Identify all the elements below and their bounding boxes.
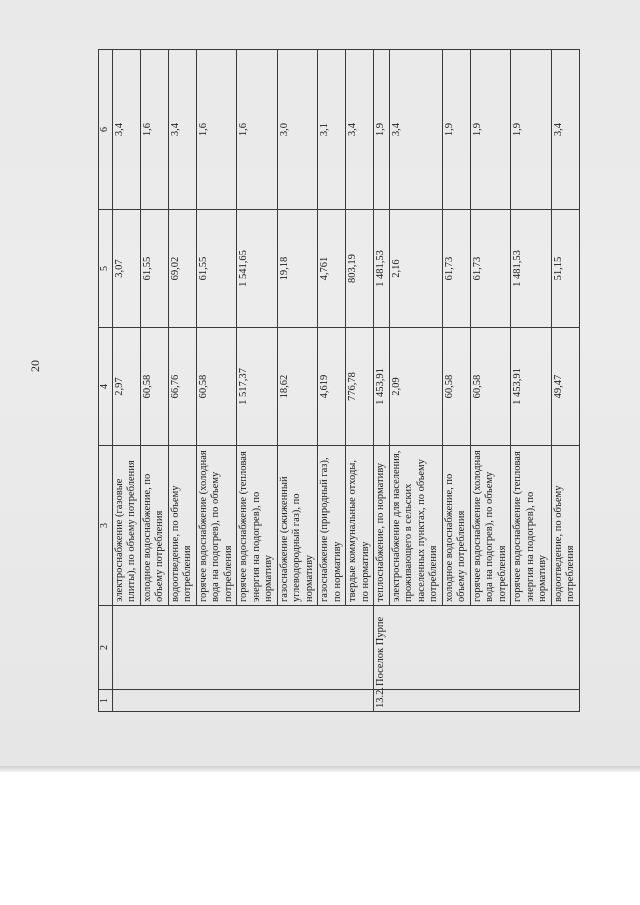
value-cell-v4: 60,58 [196, 328, 237, 446]
row-number-cell: 13.2. [374, 690, 580, 712]
value-cell-v5: 61,73 [442, 210, 470, 328]
service-cell: холодное водоснабжение, по объему потребления [140, 446, 168, 606]
value-cell-v4: 18,62 [277, 328, 318, 446]
header-col-5: 5 [99, 210, 113, 328]
value-cell-v5: 61,73 [470, 210, 511, 328]
settlement-cell: Поселок Пурпе [374, 606, 580, 690]
scan-edge [0, 766, 640, 772]
value-cell-v4: 66,76 [168, 328, 196, 446]
value-cell-v6: 1,6 [140, 50, 168, 210]
value-cell-v4: 1 453,91 [374, 328, 390, 446]
value-cell-v5: 2,16 [389, 210, 442, 328]
value-cell-v6: 1,9 [511, 50, 552, 210]
header-col-4: 4 [99, 328, 113, 446]
service-cell: горячее водоснабжение (тепловая энергия на подогрев), по нормативу [511, 446, 552, 606]
value-cell-v5: 803,19 [346, 210, 374, 328]
service-cell: твердые коммунальные отходы, по нормативу [346, 446, 374, 606]
header-col-6: 6 [99, 50, 113, 210]
service-cell: горячее водоснабжение (холодная вода на подогрев), по объему потребления [470, 446, 511, 606]
value-cell-v4: 60,58 [442, 328, 470, 446]
header-col-3: 3 [99, 446, 113, 606]
value-cell-v6: 1,6 [196, 50, 237, 210]
service-cell: горячее водоснабжение (холодная вода на подогрев), по объему потребления [196, 446, 237, 606]
value-cell-v6: 3,0 [277, 50, 318, 210]
value-cell-v4: 1 517,37 [237, 328, 278, 446]
service-cell: теплоснабжение, по нормативу [374, 446, 390, 606]
value-cell-v6: 1,9 [442, 50, 470, 210]
value-cell-v5: 1 481,53 [511, 210, 552, 328]
service-cell: холодное водоснабжение, по объему потребления [442, 446, 470, 606]
value-cell-v4: 776,78 [346, 328, 374, 446]
value-cell-v5: 19,18 [277, 210, 318, 328]
value-cell-v4: 60,58 [470, 328, 511, 446]
table-row [112, 50, 140, 712]
settlement-cell [112, 606, 374, 690]
value-cell-v6: 1,6 [237, 50, 278, 210]
value-cell-v5: 3,07 [112, 210, 140, 328]
header-col-2: 2 [99, 606, 113, 690]
value-cell-v4: 1 453,91 [511, 328, 552, 446]
value-cell-v6: 3,4 [389, 50, 442, 210]
value-cell-v4: 60,58 [140, 328, 168, 446]
value-cell-v4: 4,619 [318, 328, 346, 446]
table-body [112, 50, 579, 712]
page-number: 20 [28, 360, 42, 372]
value-cell-v6: 1,9 [374, 50, 390, 210]
value-cell-v5: 61,55 [140, 210, 168, 328]
value-cell-v4: 49,47 [551, 328, 579, 446]
table-header-row [99, 50, 113, 712]
header-col-1: 1 [99, 690, 113, 712]
value-cell-v5: 61,55 [196, 210, 237, 328]
value-cell-v5: 1 541,65 [237, 210, 278, 328]
value-cell-v4: 2,09 [389, 328, 442, 446]
value-cell-v5: 51,15 [551, 210, 579, 328]
service-cell: водоотведение, по объему потребления [168, 446, 196, 606]
value-cell-v5: 4,761 [318, 210, 346, 328]
value-cell-v6: 3,1 [318, 50, 346, 210]
value-cell-v6: 3,4 [112, 50, 140, 210]
service-cell: газоснабжение (природный газ), по нормативу [318, 446, 346, 606]
value-cell-v4: 2,97 [112, 328, 140, 446]
service-cell: газоснабжение (сжиженный углеводородный газ), по нормативу [277, 446, 318, 606]
table-row [374, 50, 390, 712]
value-cell-v6: 3,4 [168, 50, 196, 210]
tariff-table [98, 49, 580, 712]
value-cell-v5: 1 481,53 [374, 210, 390, 328]
value-cell-v6: 1,9 [470, 50, 511, 210]
value-cell-v6: 3,4 [346, 50, 374, 210]
value-cell-v5: 69,02 [168, 210, 196, 328]
service-cell: горячее водоснабжение (тепловая энергия на подогрев), по нормативу [237, 446, 278, 606]
service-cell: водоотведение, по объему потребления [551, 446, 579, 606]
value-cell-v6: 3,4 [551, 50, 579, 210]
service-cell: электроснабжение (газовые плиты), по объему потребления [112, 446, 140, 606]
service-cell: электроснабжение для населения, проживающего в сельских населенных пунктах, по объему потребления [389, 446, 442, 606]
row-number-cell [112, 690, 374, 712]
rotated-table-container [98, 50, 640, 712]
